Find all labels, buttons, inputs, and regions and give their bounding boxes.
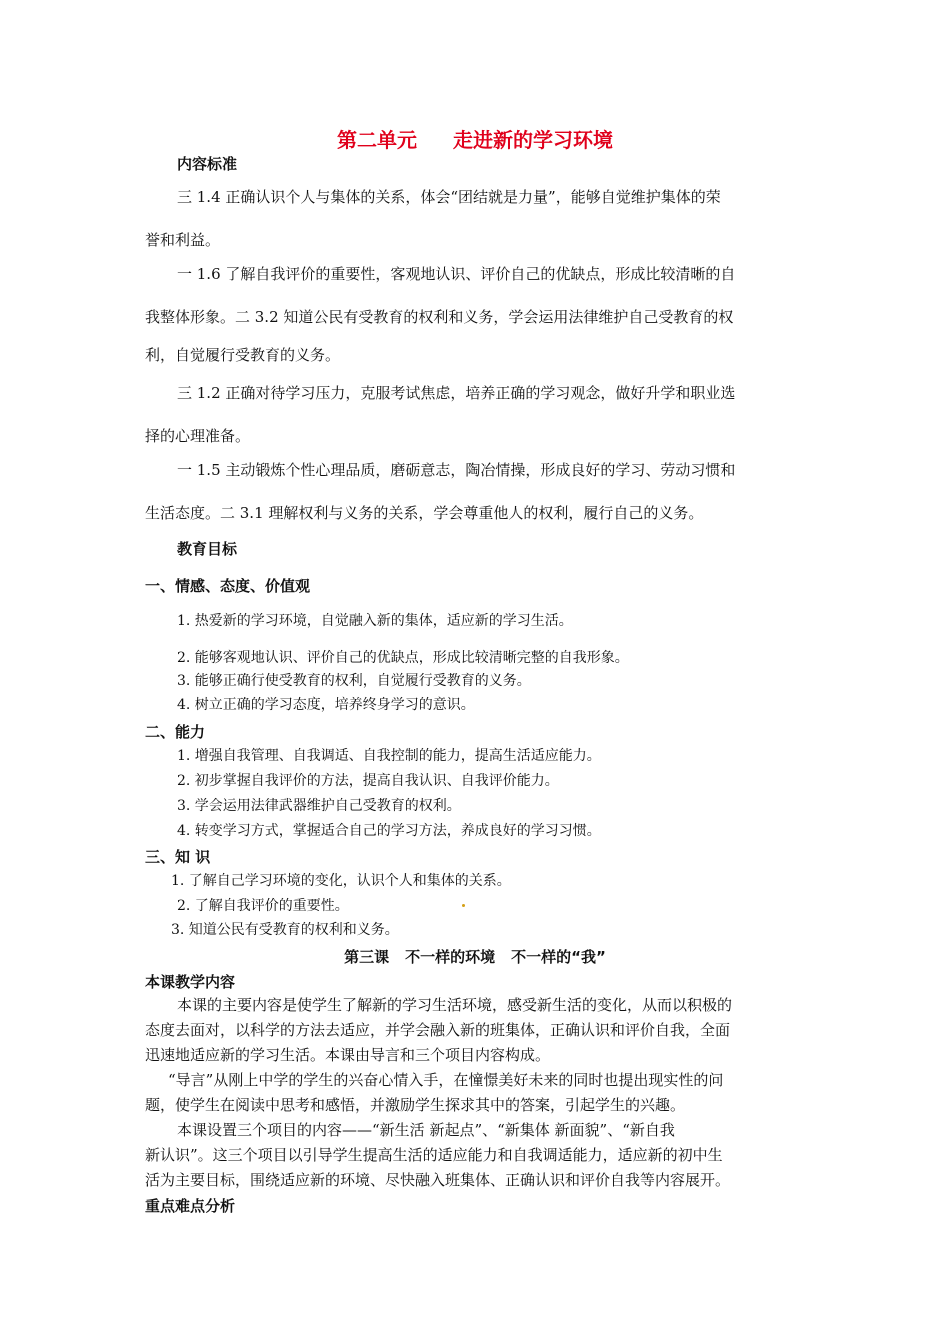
section1-item-2: 2. 能够客观地认识、评价自己的优缺点，形成比较清晰完整的自我形象。 — [177, 650, 629, 666]
section2-item-3: 3. 学会运用法律武器维护自己受教育的权利。 — [177, 798, 461, 814]
lesson-title — [0, 946, 950, 967]
section2-item-2: 2. 初步掌握自我评价的方法，提高自我认识、自我评价能力。 — [177, 773, 559, 789]
section1-item-4: 4. 树立正确的学习态度，培养终身学习的意识。 — [177, 697, 475, 713]
section1-item-1: 1. 热爱新的学习环境，自觉融入新的集体，适应新的学习生活。 — [177, 613, 573, 629]
unit-title-part1: 第二单元 — [337, 128, 417, 152]
section2-item-4: 4. 转变学习方式，掌握适合自己的学习方法，养成良好的学习习惯。 — [177, 823, 601, 839]
lesson-title-part3: 不一样的“我” — [511, 948, 606, 966]
lesson-line-5: 题，使学生在阅读中思考和感悟，并激励学生探求其中的答案，引起学生的兴趣。 — [145, 1096, 686, 1114]
unit-title — [0, 124, 950, 153]
analysis-heading: 重点难点分析 — [145, 1197, 236, 1215]
lesson-title-part2: 不一样的环境 — [405, 948, 496, 966]
standards-line-8: 一 1.5 主动锻炼个性心理品质，磨砺意志，陶冶情操，形成良好的学习、劳动习惯和 — [177, 461, 736, 479]
section1-item-3: 3. 能够正确行使受教育的权利，自觉履行受教育的义务。 — [177, 673, 531, 689]
section1-heading: 一、情感、态度、价值观 — [145, 577, 311, 595]
unit-title-part2: 走进新的学习环境 — [453, 128, 613, 152]
lesson-line-6: 本课设置三个项目的内容——“新生活 新起点”、“新集体 新面貌”、“新自我 — [177, 1121, 675, 1139]
section3-item-1: 1. 了解自己学习环境的变化，认识个人和集体的关系。 — [171, 873, 511, 889]
standards-line-2: 誉和利益。 — [145, 231, 221, 249]
lesson-line-7: 新认识”。这三个项目以引导学生提高生活的适应能力和自我调适能力，适应新的初中生 — [145, 1146, 723, 1164]
standards-line-3: 一 1.6 了解自我评价的重要性，客观地认识、评价自己的优缺点，形成比较清晰的自 — [177, 265, 736, 283]
education-goals-heading: 教育目标 — [177, 540, 238, 558]
content-standards-heading: 内容标准 — [177, 155, 238, 173]
section3-heading: 三、知 识 — [145, 848, 211, 866]
standards-line-1: 三 1.4 正确认识个人与集体的关系，体会“团结就是力量”，能够自觉维护集体的荣 — [177, 188, 721, 206]
section3-item-2: 2. 了解自我评价的重要性。 — [177, 898, 349, 914]
decorative-dot — [462, 904, 465, 907]
lesson-line-1: 本课的主要内容是使学生了解新的学习生活环境，感受新生活的变化，从而以积极的 — [177, 996, 733, 1014]
section3-item-3: 3. 知道公民有受教育的权利和义务。 — [171, 922, 399, 938]
lesson-line-4: “导言”从刚上中学的学生的兴奋心情入手，在憧憬美好未来的同时也提出现实性的问 — [168, 1071, 724, 1089]
lesson-title-part1: 第三课 — [344, 948, 390, 966]
standards-line-7: 择的心理准备。 — [145, 427, 251, 445]
standards-line-9: 生活态度。二 3.1 理解权利与义务的关系，学会尊重他人的权利，履行自己的义务。 — [145, 504, 704, 522]
lesson-line-2: 态度去面对，以科学的方法去适应，并学会融入新的班集体，正确认识和评价自我，全面 — [145, 1021, 731, 1039]
section2-item-1: 1. 增强自我管理、自我调适、自我控制的能力，提高生活适应能力。 — [177, 748, 601, 764]
lesson-content-heading: 本课教学内容 — [145, 973, 236, 991]
standards-line-5: 利，自觉履行受教育的义务。 — [145, 346, 341, 364]
lesson-line-8: 活为主要目标，围绕适应新的环境、尽快融入班集体、正确认识和评价自我等内容展开。 — [145, 1171, 731, 1189]
lesson-line-3: 迅速地适应新的学习生活。本课由导言和三个项目内容构成。 — [145, 1046, 551, 1064]
section2-heading: 二、能力 — [145, 723, 206, 741]
standards-line-4: 我整体形象。二 3.2 知道公民有受教育的权利和义务，学会运用法律维护自己受教育的权 — [145, 308, 734, 326]
standards-line-6: 三 1.2 正确对待学习压力，克服考试焦虑，培养正确的学习观念，做好升学和职业选 — [177, 384, 736, 402]
